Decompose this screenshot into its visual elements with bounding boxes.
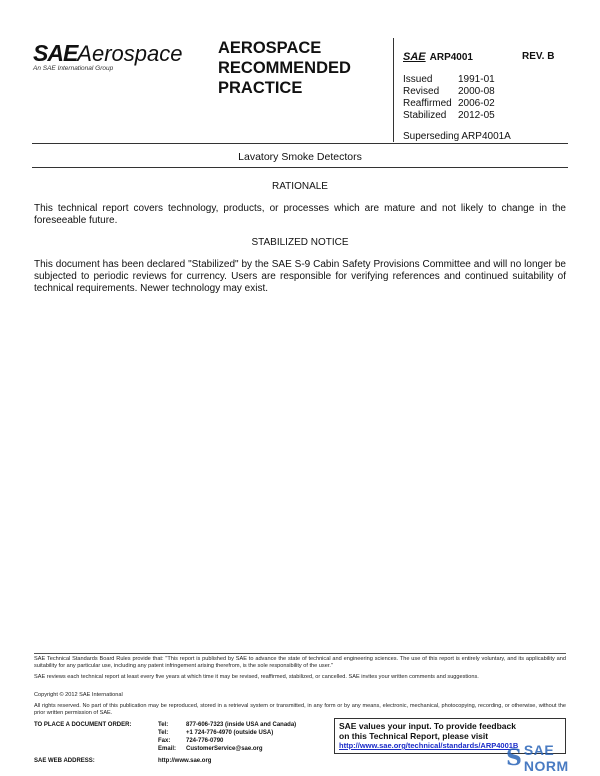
- stabilized-paragraph: This document has been declared "Stabilized" by the SAE S-9 Cabin Safety Provisions Committee and will no longer be subjected to periodic reviews for currency. Users are responsible for verifying references and continued suitability of technical requirements. Newer technology may exist.: [34, 259, 566, 294]
- logo-tagline: An SAE International Group: [33, 65, 114, 72]
- document-title: Lavatory Smoke Detectors: [238, 151, 362, 163]
- order-label: TO PLACE A DOCUMENT ORDER:: [34, 722, 132, 728]
- feedback-link[interactable]: http://www.sae.org/technical/standards/ARP4001B: [339, 741, 519, 750]
- order-contact-row: [158, 722, 296, 728]
- order-contact-key: Email:: [158, 746, 177, 752]
- footer-board-rules: SAE Technical Standards Board Rules provide that: "This report is published by SAE to advance the state of technical and engineering sciences. The use of this report is entirely voluntary, and its applicability and suitability for any particular use, including any patent infringement arising therefrom, is the sole responsibility of the user.": [34, 656, 566, 670]
- order-contact-row: [158, 730, 273, 736]
- footer-rule: [34, 653, 566, 654]
- feedback-text: on this Technical Report, please visit: [339, 731, 489, 741]
- sae-norm-watermark: [506, 742, 600, 774]
- history-row: [403, 86, 495, 97]
- history-date: 2006-02: [458, 98, 495, 109]
- order-contact-row: [158, 746, 263, 752]
- logo-aerospace-text: Aerospace: [77, 41, 183, 66]
- doc-type-line: AEROSPACE: [218, 39, 322, 57]
- history-row: [403, 74, 495, 85]
- order-contact-key: Tel:: [158, 722, 169, 728]
- sae-aerospace-logo: [33, 40, 182, 72]
- revision-label: REV. B: [522, 51, 555, 62]
- history-label: Stabilized: [403, 110, 447, 121]
- doc-type-line: RECOMMENDED: [218, 59, 351, 77]
- history-label: Issued: [403, 74, 433, 85]
- order-contact-key: Fax:: [158, 738, 171, 744]
- watermark-s-icon: S: [506, 745, 522, 771]
- watermark-text: SAE NORM: [523, 742, 569, 774]
- footer-review-notice: SAE reviews each technical report at least every five years at which time it may be revised, reaffirmed, stabilized, or cancelled. SAE invites your written comments and suggestions.: [34, 674, 479, 680]
- stabilized-heading: STABILIZED NOTICE: [251, 237, 349, 248]
- history-row: [403, 98, 495, 109]
- order-contact-row: [158, 738, 223, 744]
- order-contact-value: 877-606-7323 (inside USA and Canada): [186, 722, 297, 728]
- web-address-label: SAE WEB ADDRESS:: [34, 758, 95, 764]
- title-rule-bottom: [32, 167, 568, 168]
- rationale-heading: RATIONALE: [272, 181, 328, 192]
- superseding-note: Superseding ARP4001A: [403, 131, 511, 142]
- order-contact-value: CustomerService@sae.org: [186, 746, 263, 752]
- order-contact-value: 724-776-0790: [186, 738, 224, 744]
- rationale-paragraph: This technical report covers technology, products, or processes which are mature and not likely to change in the foreseeable future.: [34, 203, 566, 226]
- history-row: [403, 110, 495, 121]
- history-label: Revised: [403, 86, 440, 97]
- history-date: 2000-08: [458, 86, 495, 97]
- logo-sae-text: SAE: [33, 40, 78, 66]
- footer-copyright: Copyright © 2012 SAE International: [34, 692, 123, 698]
- history-date: 2012-05: [458, 110, 495, 121]
- order-contact-value: +1 724-776-4970 (outside USA): [186, 730, 274, 736]
- title-rule-top: [32, 143, 568, 144]
- web-address-link[interactable]: http://www.sae.org: [158, 758, 212, 764]
- document-type: [218, 38, 351, 98]
- sae-mark: SAE: [403, 51, 426, 63]
- footer-rights: All rights reserved. No part of this publication may be reproduced, stored in a retrieval system or transmitted, in any form or by any means, electronic, mechanical, photocopying, recording, or otherwise, without the prior written permission of SAE.: [34, 703, 566, 717]
- feedback-text: SAE values your input. To provide feedback: [339, 721, 516, 731]
- header-divider-vertical: [393, 38, 394, 142]
- history-label: Reaffirmed: [403, 98, 452, 109]
- order-contact-key: Tel:: [158, 730, 169, 736]
- doc-type-line: PRACTICE: [218, 79, 303, 97]
- doc-number-text: ARP4001: [429, 52, 473, 63]
- history-date: 1991-01: [458, 74, 495, 85]
- document-number: [403, 51, 473, 63]
